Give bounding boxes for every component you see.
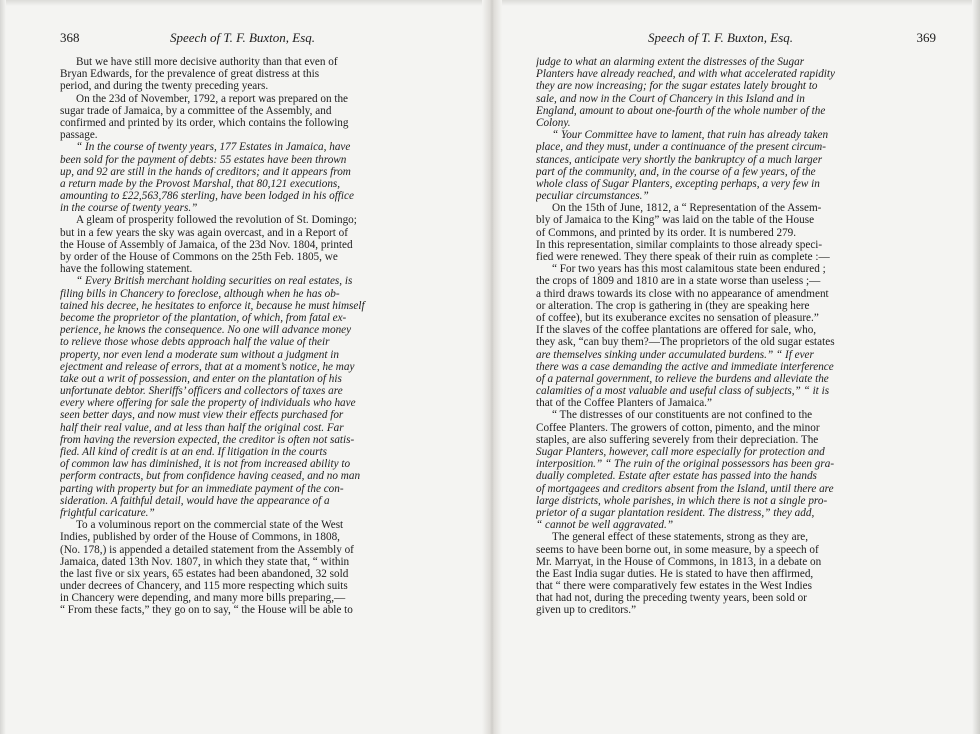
text-line: peculiar circumstances.” — [536, 190, 649, 203]
text-line: a return made by the Provost Marshal, that 80,121 executions, — [60, 177, 341, 190]
right-page-number: 369 — [916, 30, 936, 45]
text-line: On the 15th of June, 1812, a “ Representation of the Assem- — [552, 202, 822, 215]
text-line: the East India sugar duties. He is stated to have then affirmed, — [536, 567, 814, 580]
text-line: prietor of a sugar plantation resident. The distress,” they add, — [536, 506, 815, 519]
text-line: seen better days, and now must view their effects purchased for — [60, 409, 344, 422]
text-line: perform contracts, but from confidence having ceased, and no man — [60, 470, 361, 483]
text-line: ejectment and release of errors, that at a moment’s notice, he may — [60, 360, 355, 373]
text-line: To a voluminous report on the commercial state of the West — [76, 519, 344, 532]
text-line: England, amount to about one-fourth of the whole number of the — [536, 104, 826, 117]
text-line: “ Every British merchant holding securities on real estates, is — [76, 275, 353, 288]
text-line: Sugar Planters, however, call more especially for protection and — [536, 446, 825, 458]
text-line: interposition.” “ The ruin of the original possessors has been gra- — [536, 458, 835, 471]
text-line: large districts, whole parishes, in which there is not a single pro- — [536, 494, 828, 507]
text-line: frightful caricature.” — [60, 506, 155, 519]
text-line: passage. — [60, 129, 98, 142]
text-line: If the slaves of the coffee plantations are offered for sale, who, — [536, 324, 817, 337]
text-line: “ cannot be well aggravated.” — [536, 519, 674, 532]
text-line: amounting to £22,563,786 sterling, have been lodged in his office — [60, 190, 354, 203]
text-line: period, and during the twenty preceding years. — [60, 80, 269, 93]
text-line: “ Your Committee have to lament, that ruin has already taken — [552, 129, 829, 142]
book-gutter — [482, 0, 502, 734]
text-line: take out a writ of possession, and enter on the plantation of his — [60, 372, 342, 385]
left-page-body — [60, 56, 460, 617]
right-page — [536, 30, 936, 617]
text-line: “ The distresses of our constituents are not confined to the — [552, 409, 813, 422]
text-line: A gleam of prosperity followed the revolution of St. Domingo; — [76, 214, 357, 227]
text-line: “ For two years has this most calamitous state been endured ; — [552, 263, 826, 276]
text-line: under decrees of Chancery, and 115 more respecting which suits — [60, 580, 348, 593]
text-line: seems to have been borne out, in some measure, by a speech of — [536, 543, 819, 556]
text-line: up, and 92 are still in the hands of creditors; and it appears from — [60, 165, 351, 178]
text-line: of common law has diminished, it is not from increased ability to — [60, 458, 351, 471]
text-line: fied were renewed. They there speak of their ruin as complete :— — [536, 251, 830, 263]
text-line: that of the Coffee Planters of Jamaica.” — [536, 397, 712, 410]
text-line: stances, anticipate very shortly the bankruptcy of a much larger — [536, 153, 823, 166]
text-line: Mr. Marryat, in the House of Commons, in 1813, in a debate on — [536, 555, 822, 568]
text-line: Colony. — [536, 116, 571, 129]
text-line: but in a few years the sky was again overcast, and in a Report of — [60, 226, 348, 239]
text-line: But we have still more decisive authority than that even of — [76, 56, 338, 68]
text-line: of Commons, and printed by its order. It is numbered 279. — [536, 226, 797, 239]
right-page-header — [536, 30, 936, 48]
text-line: The general effect of these statements, strong as they are, — [552, 531, 809, 544]
text-line: Planters have already reached, and with what accelerated rapidity — [536, 68, 835, 81]
text-line: every where offering for sale the property of individuals who have — [60, 397, 356, 410]
left-page-number: 368 — [60, 30, 80, 45]
text-line: filing bills in Chancery to foreclose, although when he has ob- — [60, 287, 340, 300]
left-page — [60, 30, 460, 617]
left-running-head: Speech of T. F. Buxton, Esq. — [170, 30, 316, 45]
text-line: by order of the House of Commons on the 25th Feb. 1805, we — [60, 251, 338, 263]
text-line: the last five or six years, 65 estates had been abandoned, 32 sold — [60, 567, 349, 580]
text-line: become the proprietor of the plantation, of which, from fatal ex- — [60, 311, 347, 324]
text-line: calamities of a most valuable and useful class of subjects,” “ it is — [536, 385, 830, 398]
text-line: they are now increasing; for the sugar estates lately brought to — [536, 80, 818, 93]
text-line: Jamaica, dated 13th Nov. 1807, in which they state that, “ within — [60, 555, 350, 568]
text-line: a third draws towards its close with no appearance of amendment — [536, 287, 829, 300]
text-line: place, and they must, under a continuance of the present circum- — [536, 141, 826, 154]
text-line: parting with property but for an immediate payment of the con- — [60, 482, 344, 495]
text-line: given up to creditors.” — [536, 604, 637, 617]
text-line: fied. All kind of credit is at an end. If litigation in the courts — [60, 446, 327, 458]
text-line: Coffee Planters. The growers of cotton, pimento, and the minor — [536, 421, 820, 434]
text-line: part of the community, and, in the course of a few years, of the — [536, 165, 816, 178]
text-line: in the course of twenty years.” — [60, 202, 198, 215]
text-line: of coffee), but its exuberance excites no sensation of pleasure.” — [536, 311, 819, 324]
text-line: tained his decree, he hesitates to enforce it, because he must himself — [60, 299, 365, 312]
text-line: from having the reversion expected, the creditor is often not satis- — [60, 433, 355, 446]
text-line: are themselves sinking under accumulated burdens.” “ If ever — [536, 348, 814, 361]
text-line: the House of Assembly of Jamaica, of the 23d Nov. 1804, printed — [60, 238, 353, 251]
text-line: “ From these facts,” they go on to say, “ the House will be able to — [60, 604, 353, 617]
text-line: that “ there were comparatively few estates in the West Indies — [536, 580, 812, 593]
text-line: “ In the course of twenty years, 177 Estates in Jamaica, have — [76, 141, 351, 154]
text-line: Indies, published by order of the House of Commons, in 1808, — [60, 531, 340, 544]
text-line: confirmed and printed by its order, which contains the following — [60, 116, 349, 129]
text-line: of mortgagees and creditors absent from the Island, until there are — [536, 482, 834, 495]
text-line: dually completed. Estate after estate has passed into the hands — [536, 470, 817, 483]
text-line: property, nor even lend a moderate sum without a judgment in — [60, 348, 339, 361]
text-line: there was a case demanding the active and immediate interference — [536, 360, 834, 373]
text-line: they ask, “can buy them?—The proprietors of the old sugar estates — [536, 336, 835, 349]
text-line: On the 23d of November, 1792, a report was prepared on the — [76, 92, 349, 105]
right-running-head: Speech of T. F. Buxton, Esq. — [648, 30, 794, 45]
text-line: sale, and now in the Court of Chancery in this Island and in — [536, 92, 805, 105]
text-line: perience, he knows the consequence. No one will advance money — [60, 324, 352, 337]
text-line: whole class of Sugar Planters, excepting perhaps, a very few in — [536, 177, 820, 190]
text-line: been sold for the payment of debts: 55 estates have been thrown — [60, 153, 347, 166]
text-line: sideration. A faithful detail, would have the appearance of a — [60, 494, 330, 507]
page-edge-left — [0, 0, 6, 734]
text-line: sugar trade of Jamaica, by a committee of the Assembly, and — [60, 104, 332, 117]
right-page-body — [536, 56, 936, 617]
text-line: that had not, during the preceding twenty years, been sold or — [536, 592, 807, 605]
text-line: bly of Jamaica to the King” was laid on the table of the House — [536, 214, 815, 227]
text-line: unfortunate debtor. Sheriffs’ officers and collectors of taxes are — [60, 385, 343, 398]
text-line: In this representation, similar complaints to those already speci- — [536, 238, 823, 251]
text-line: half their real value, and at less than half the original cost. Far — [60, 421, 344, 434]
page-edge-right — [972, 0, 980, 734]
text-line: in Chancery were depending, and many more bills preparing,— — [60, 592, 346, 605]
text-line: the crops of 1809 and 1810 are in a state worse than useless ;— — [536, 275, 821, 288]
text-line: judge to what an alarming extent the distresses of the Sugar — [536, 56, 805, 68]
left-page-header — [60, 30, 460, 48]
text-line: Bryan Edwards, for the prevalence of great distress at this — [60, 68, 320, 81]
text-line: to relieve those whose debts approach half the value of their — [60, 336, 330, 349]
text-line: staples, are also suffering severely from their depreciation. The — [536, 433, 819, 446]
text-line: (No. 178,) is appended a detailed statement from the Assembly of — [60, 543, 354, 556]
text-line: of a paternal government, to relieve the burdens and alleviate the — [536, 372, 829, 385]
text-line: have the following statement. — [60, 263, 193, 276]
text-line: or alteration. The crop is gathering in (they are speaking here — [536, 299, 810, 312]
